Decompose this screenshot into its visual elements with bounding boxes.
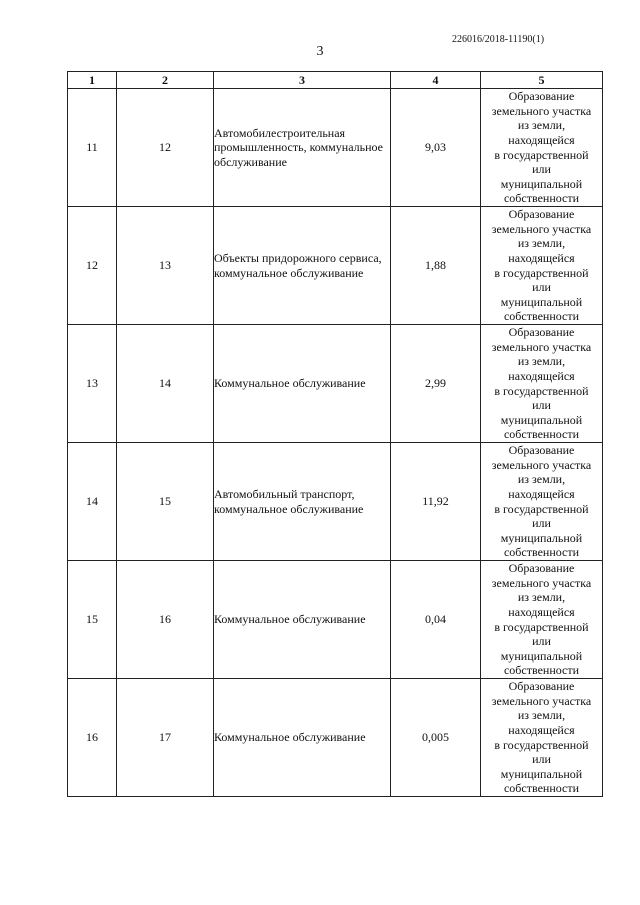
purpose-line: земельного участка	[491, 693, 592, 708]
table-cell-c5	[481, 325, 603, 443]
purpose-line: из земли,	[517, 118, 566, 133]
table-cell-c1: 11	[68, 89, 117, 207]
purpose-line: или	[532, 280, 551, 295]
table-cell-c4: 0,005	[391, 679, 481, 797]
purpose-line: Образование	[508, 679, 575, 694]
purpose-line: собственности	[503, 309, 580, 324]
purpose-line: Образование	[508, 443, 575, 458]
table-cell-c2: 12	[117, 89, 214, 207]
purpose-line: Образование	[508, 207, 575, 222]
purpose-line: муниципальной	[500, 648, 583, 663]
column-header: 3	[214, 72, 391, 89]
table-cell-c4: 2,99	[391, 325, 481, 443]
table-cell-c4: 1,88	[391, 207, 481, 325]
purpose-line: земельного участка	[491, 103, 592, 118]
table-cell-c1: 16	[68, 679, 117, 797]
column-header: 5	[481, 72, 603, 89]
table-row	[68, 561, 603, 679]
table-cell-c1: 15	[68, 561, 117, 679]
table-row	[68, 679, 603, 797]
table-cell-c5	[481, 561, 603, 679]
purpose-line: Образование	[508, 89, 575, 104]
purpose-line: в государственной	[494, 383, 589, 398]
purpose-line: из земли,	[517, 472, 566, 487]
table-cell-c2: 14	[117, 325, 214, 443]
purpose-line: или	[532, 516, 551, 531]
purpose-line: из земли,	[517, 590, 566, 605]
table-cell-c5	[481, 207, 603, 325]
purpose-line: муниципальной	[500, 530, 583, 545]
purpose-line: земельного участка	[491, 339, 592, 354]
purpose-line: собственности	[503, 663, 580, 678]
purpose-line: находящейся	[508, 250, 575, 265]
purpose-line: находящейся	[508, 604, 575, 619]
column-header: 4	[391, 72, 481, 89]
column-header: 1	[68, 72, 117, 89]
purpose-line: в государственной	[494, 147, 589, 162]
table-cell-c3: Коммунальное обслуживание	[214, 325, 391, 443]
table-cell-c1: 13	[68, 325, 117, 443]
purpose-line: муниципальной	[500, 412, 583, 427]
purpose-line: из земли,	[517, 236, 566, 251]
table-cell-c3: Объекты придорожного сервиса, коммунальное обслуживание	[214, 207, 391, 325]
purpose-line: собственности	[503, 781, 580, 796]
purpose-line: собственности	[503, 191, 580, 206]
purpose-line: собственности	[503, 545, 580, 560]
table-row	[68, 443, 603, 561]
purpose-line: или	[532, 162, 551, 177]
header-row	[68, 72, 603, 89]
table-row	[68, 207, 603, 325]
purpose-line: находящейся	[508, 486, 575, 501]
table-cell-c3: Автомобилестроительная промышленность, коммунальное обслуживание	[214, 89, 391, 207]
purpose-line: земельного участка	[491, 457, 592, 472]
document-id: 226016/2018-11190(1)	[452, 34, 545, 45]
purpose-line: находящейся	[508, 722, 575, 737]
table-cell-c2: 17	[117, 679, 214, 797]
column-header: 2	[117, 72, 214, 89]
page-number: 3	[316, 44, 324, 59]
table-cell-c3: Коммунальное обслуживание	[214, 679, 391, 797]
purpose-line: из земли,	[517, 354, 566, 369]
purpose-line: земельного участка	[491, 575, 592, 590]
purpose-line: муниципальной	[500, 176, 583, 191]
purpose-line: муниципальной	[500, 766, 583, 781]
purpose-line: в государственной	[494, 265, 589, 280]
purpose-line: находящейся	[508, 132, 575, 147]
table-cell-c4: 0,04	[391, 561, 481, 679]
purpose-line: Образование	[508, 561, 575, 576]
table-cell-c3: Коммунальное обслуживание	[214, 561, 391, 679]
purpose-line: муниципальной	[500, 294, 583, 309]
table-cell-c2: 15	[117, 443, 214, 561]
purpose-line: в государственной	[494, 501, 589, 516]
table-cell-c5	[481, 89, 603, 207]
purpose-line: или	[532, 398, 551, 413]
table-cell-c5	[481, 679, 603, 797]
purpose-line: находящейся	[508, 368, 575, 383]
table-cell-c4: 9,03	[391, 89, 481, 207]
table-cell-c1: 12	[68, 207, 117, 325]
land-plots-table	[67, 71, 603, 797]
table-cell-c5	[481, 443, 603, 561]
table-row	[68, 89, 603, 207]
table-row	[68, 325, 603, 443]
purpose-line: или	[532, 634, 551, 649]
table-cell-c2: 13	[117, 207, 214, 325]
purpose-line: Образование	[508, 325, 575, 340]
purpose-line: собственности	[503, 427, 580, 442]
purpose-line: в государственной	[494, 737, 589, 752]
purpose-line: в государственной	[494, 619, 589, 634]
table-cell-c3: Автомобильный транспорт, коммунальное обслуживание	[214, 443, 391, 561]
table-cell-c4: 11,92	[391, 443, 481, 561]
purpose-line: земельного участка	[491, 221, 592, 236]
purpose-line: из земли,	[517, 708, 566, 723]
table-cell-c2: 16	[117, 561, 214, 679]
purpose-line: или	[532, 752, 551, 767]
table-cell-c1: 14	[68, 443, 117, 561]
